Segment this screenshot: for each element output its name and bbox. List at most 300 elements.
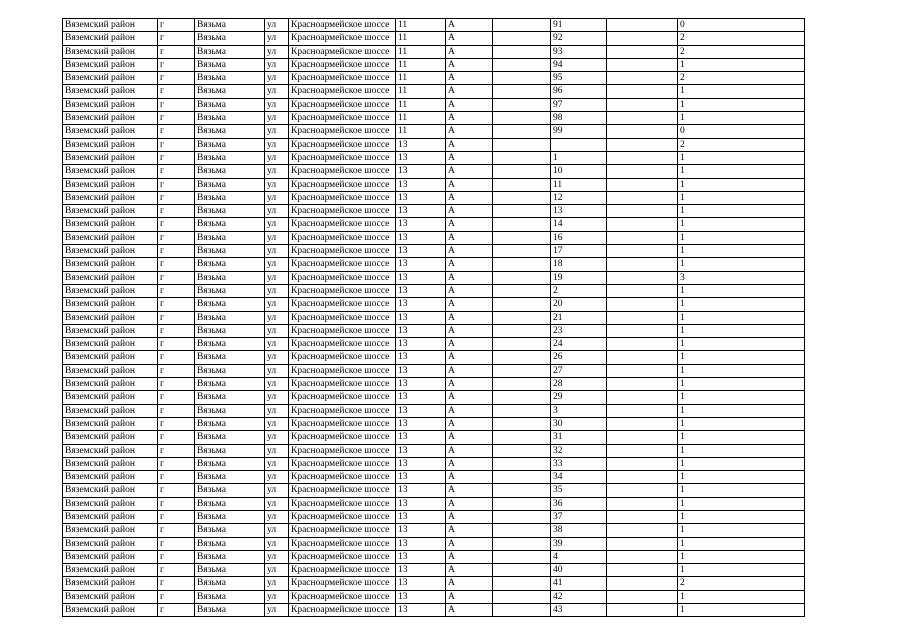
cell-building: А bbox=[446, 550, 493, 563]
table-row bbox=[63, 138, 805, 151]
cell-street: Красноармейское шоссе bbox=[289, 524, 396, 537]
cell-house: 13 bbox=[396, 258, 446, 271]
cell-count: 1 bbox=[678, 364, 805, 377]
cell-street: Красноармейское шоссе bbox=[289, 484, 396, 497]
cell-extra bbox=[493, 378, 551, 391]
cell-house: 13 bbox=[396, 364, 446, 377]
cell-building: А bbox=[446, 590, 493, 603]
cell-blank bbox=[607, 191, 678, 204]
cell-street: Красноармейское шоссе bbox=[289, 284, 396, 297]
cell-extra bbox=[493, 484, 551, 497]
cell-building: А bbox=[446, 165, 493, 178]
cell-building: А bbox=[446, 510, 493, 523]
cell-house: 13 bbox=[396, 191, 446, 204]
cell-house: 13 bbox=[396, 338, 446, 351]
cell-blank bbox=[607, 391, 678, 404]
cell-district: Вяземский район bbox=[63, 58, 158, 71]
cell-street: Красноармейское шоссе bbox=[289, 497, 396, 510]
cell-city: Вязьма bbox=[195, 604, 265, 617]
table-row bbox=[63, 231, 805, 244]
cell-building: А bbox=[446, 564, 493, 577]
cell-count: 1 bbox=[678, 564, 805, 577]
cell-street: Красноармейское шоссе bbox=[289, 550, 396, 563]
cell-apartment: 1 bbox=[551, 151, 607, 164]
cell-blank bbox=[607, 151, 678, 164]
cell-street: Красноармейское шоссе bbox=[289, 85, 396, 98]
table-row bbox=[63, 32, 805, 45]
cell-building: А bbox=[446, 484, 493, 497]
cell-count: 1 bbox=[678, 324, 805, 337]
cell-apartment: 31 bbox=[551, 431, 607, 444]
table-row bbox=[63, 431, 805, 444]
cell-district: Вяземский район bbox=[63, 165, 158, 178]
cell-building: А bbox=[446, 604, 493, 617]
cell-apartment: 94 bbox=[551, 58, 607, 71]
cell-district: Вяземский район bbox=[63, 564, 158, 577]
cell-city: Вязьма bbox=[195, 231, 265, 244]
cell-house: 13 bbox=[396, 537, 446, 550]
cell-settlement-type: г bbox=[158, 311, 195, 324]
cell-building: А bbox=[446, 245, 493, 258]
cell-street-type: ул bbox=[265, 138, 289, 151]
cell-house: 11 bbox=[396, 58, 446, 71]
cell-street: Красноармейское шоссе bbox=[289, 298, 396, 311]
cell-count: 1 bbox=[678, 191, 805, 204]
cell-apartment: 13 bbox=[551, 205, 607, 218]
cell-city: Вязьма bbox=[195, 245, 265, 258]
cell-street: Красноармейское шоссе bbox=[289, 271, 396, 284]
cell-settlement-type: г bbox=[158, 32, 195, 45]
cell-settlement-type: г bbox=[158, 484, 195, 497]
cell-street: Красноармейское шоссе bbox=[289, 564, 396, 577]
cell-extra bbox=[493, 417, 551, 430]
cell-extra bbox=[493, 151, 551, 164]
cell-district: Вяземский район bbox=[63, 125, 158, 138]
cell-street: Красноармейское шоссе bbox=[289, 72, 396, 85]
cell-settlement-type: г bbox=[158, 19, 195, 32]
cell-count: 1 bbox=[678, 604, 805, 617]
cell-city: Вязьма bbox=[195, 378, 265, 391]
cell-city: Вязьма bbox=[195, 191, 265, 204]
cell-street: Красноармейское шоссе bbox=[289, 324, 396, 337]
cell-extra bbox=[493, 338, 551, 351]
cell-street: Красноармейское шоссе bbox=[289, 471, 396, 484]
cell-district: Вяземский район bbox=[63, 258, 158, 271]
cell-count: 3 bbox=[678, 271, 805, 284]
cell-settlement-type: г bbox=[158, 324, 195, 337]
cell-house: 13 bbox=[396, 404, 446, 417]
cell-house: 13 bbox=[396, 550, 446, 563]
cell-house: 11 bbox=[396, 112, 446, 125]
cell-settlement-type: г bbox=[158, 497, 195, 510]
cell-settlement-type: г bbox=[158, 191, 195, 204]
cell-street-type: ул bbox=[265, 590, 289, 603]
cell-street-type: ул bbox=[265, 524, 289, 537]
cell-street-type: ул bbox=[265, 497, 289, 510]
cell-city: Вязьма bbox=[195, 338, 265, 351]
cell-street-type: ул bbox=[265, 125, 289, 138]
cell-city: Вязьма bbox=[195, 218, 265, 231]
cell-settlement-type: г bbox=[158, 138, 195, 151]
cell-district: Вяземский район bbox=[63, 510, 158, 523]
cell-street: Красноармейское шоссе bbox=[289, 58, 396, 71]
cell-building: А bbox=[446, 258, 493, 271]
cell-building: А bbox=[446, 151, 493, 164]
cell-street-type: ул bbox=[265, 404, 289, 417]
cell-city: Вязьма bbox=[195, 417, 265, 430]
cell-apartment: 96 bbox=[551, 85, 607, 98]
table-row bbox=[63, 604, 805, 617]
cell-blank bbox=[607, 457, 678, 470]
cell-street: Красноармейское шоссе bbox=[289, 457, 396, 470]
cell-street-type: ул bbox=[265, 85, 289, 98]
cell-district: Вяземский район bbox=[63, 338, 158, 351]
cell-city: Вязьма bbox=[195, 431, 265, 444]
table-row bbox=[63, 417, 805, 430]
cell-building: А bbox=[446, 311, 493, 324]
cell-extra bbox=[493, 431, 551, 444]
cell-district: Вяземский район bbox=[63, 417, 158, 430]
cell-extra bbox=[493, 258, 551, 271]
cell-street: Красноармейское шоссе bbox=[289, 417, 396, 430]
cell-extra bbox=[493, 205, 551, 218]
table-row bbox=[63, 444, 805, 457]
cell-district: Вяземский район bbox=[63, 32, 158, 45]
cell-blank bbox=[607, 311, 678, 324]
cell-apartment: 29 bbox=[551, 391, 607, 404]
cell-apartment: 24 bbox=[551, 338, 607, 351]
cell-count: 1 bbox=[678, 85, 805, 98]
cell-blank bbox=[607, 338, 678, 351]
cell-district: Вяземский район bbox=[63, 378, 158, 391]
cell-city: Вязьма bbox=[195, 537, 265, 550]
cell-count: 2 bbox=[678, 72, 805, 85]
cell-settlement-type: г bbox=[158, 338, 195, 351]
cell-blank bbox=[607, 112, 678, 125]
cell-house: 11 bbox=[396, 85, 446, 98]
cell-district: Вяземский район bbox=[63, 471, 158, 484]
cell-city: Вязьма bbox=[195, 497, 265, 510]
cell-extra bbox=[493, 510, 551, 523]
cell-settlement-type: г bbox=[158, 404, 195, 417]
cell-settlement-type: г bbox=[158, 351, 195, 364]
table-row bbox=[63, 524, 805, 537]
cell-district: Вяземский район bbox=[63, 85, 158, 98]
cell-settlement-type: г bbox=[158, 205, 195, 218]
cell-extra bbox=[493, 72, 551, 85]
cell-count: 1 bbox=[678, 218, 805, 231]
cell-apartment: 20 bbox=[551, 298, 607, 311]
cell-apartment: 35 bbox=[551, 484, 607, 497]
cell-blank bbox=[607, 231, 678, 244]
cell-street: Красноармейское шоссе bbox=[289, 98, 396, 111]
cell-street: Красноармейское шоссе bbox=[289, 231, 396, 244]
cell-district: Вяземский район bbox=[63, 191, 158, 204]
cell-house: 13 bbox=[396, 417, 446, 430]
cell-settlement-type: г bbox=[158, 45, 195, 58]
cell-district: Вяземский район bbox=[63, 72, 158, 85]
cell-count: 1 bbox=[678, 98, 805, 111]
cell-city: Вязьма bbox=[195, 364, 265, 377]
cell-street: Красноармейское шоссе bbox=[289, 537, 396, 550]
cell-count: 1 bbox=[678, 151, 805, 164]
cell-city: Вязьма bbox=[195, 590, 265, 603]
table-row bbox=[63, 364, 805, 377]
cell-building: А bbox=[446, 324, 493, 337]
cell-count: 1 bbox=[678, 351, 805, 364]
cell-building: А bbox=[446, 218, 493, 231]
cell-settlement-type: г bbox=[158, 444, 195, 457]
cell-extra bbox=[493, 457, 551, 470]
cell-house: 11 bbox=[396, 125, 446, 138]
cell-count: 1 bbox=[678, 550, 805, 563]
cell-building: А bbox=[446, 404, 493, 417]
cell-city: Вязьма bbox=[195, 58, 265, 71]
cell-apartment: 16 bbox=[551, 231, 607, 244]
cell-district: Вяземский район bbox=[63, 45, 158, 58]
cell-street: Красноармейское шоссе bbox=[289, 510, 396, 523]
cell-count: 2 bbox=[678, 32, 805, 45]
cell-street: Красноармейское шоссе bbox=[289, 125, 396, 138]
cell-street-type: ул bbox=[265, 550, 289, 563]
cell-building: А bbox=[446, 205, 493, 218]
cell-settlement-type: г bbox=[158, 98, 195, 111]
cell-house: 13 bbox=[396, 138, 446, 151]
cell-count: 1 bbox=[678, 497, 805, 510]
cell-extra bbox=[493, 271, 551, 284]
cell-settlement-type: г bbox=[158, 471, 195, 484]
cell-street: Красноармейское шоссе bbox=[289, 364, 396, 377]
cell-apartment: 18 bbox=[551, 258, 607, 271]
cell-street-type: ул bbox=[265, 457, 289, 470]
cell-street-type: ул bbox=[265, 151, 289, 164]
table-row bbox=[63, 497, 805, 510]
cell-building: А bbox=[446, 444, 493, 457]
cell-street-type: ул bbox=[265, 271, 289, 284]
cell-blank bbox=[607, 564, 678, 577]
cell-count: 1 bbox=[678, 391, 805, 404]
cell-count: 1 bbox=[678, 471, 805, 484]
cell-district: Вяземский район bbox=[63, 205, 158, 218]
cell-district: Вяземский район bbox=[63, 524, 158, 537]
cell-extra bbox=[493, 351, 551, 364]
cell-extra bbox=[493, 218, 551, 231]
cell-blank bbox=[607, 417, 678, 430]
cell-building: А bbox=[446, 98, 493, 111]
cell-settlement-type: г bbox=[158, 245, 195, 258]
cell-city: Вязьма bbox=[195, 457, 265, 470]
cell-city: Вязьма bbox=[195, 151, 265, 164]
cell-city: Вязьма bbox=[195, 98, 265, 111]
cell-blank bbox=[607, 205, 678, 218]
cell-blank bbox=[607, 364, 678, 377]
cell-settlement-type: г bbox=[158, 72, 195, 85]
cell-blank bbox=[607, 590, 678, 603]
cell-settlement-type: г bbox=[158, 112, 195, 125]
cell-street-type: ул bbox=[265, 112, 289, 125]
cell-house: 13 bbox=[396, 457, 446, 470]
cell-street: Красноармейское шоссе bbox=[289, 431, 396, 444]
table-row bbox=[63, 457, 805, 470]
cell-apartment: 37 bbox=[551, 510, 607, 523]
cell-settlement-type: г bbox=[158, 125, 195, 138]
cell-count: 0 bbox=[678, 125, 805, 138]
cell-count: 1 bbox=[678, 404, 805, 417]
cell-city: Вязьма bbox=[195, 324, 265, 337]
cell-building: А bbox=[446, 378, 493, 391]
cell-building: А bbox=[446, 32, 493, 45]
cell-street-type: ул bbox=[265, 58, 289, 71]
cell-building: А bbox=[446, 19, 493, 32]
cell-city: Вязьма bbox=[195, 577, 265, 590]
cell-street: Красноармейское шоссе bbox=[289, 165, 396, 178]
cell-city: Вязьма bbox=[195, 205, 265, 218]
table-row bbox=[63, 510, 805, 523]
cell-extra bbox=[493, 497, 551, 510]
cell-extra bbox=[493, 245, 551, 258]
cell-house: 13 bbox=[396, 431, 446, 444]
cell-street: Красноармейское шоссе bbox=[289, 151, 396, 164]
cell-blank bbox=[607, 19, 678, 32]
cell-settlement-type: г bbox=[158, 457, 195, 470]
cell-street: Красноармейское шоссе bbox=[289, 404, 396, 417]
cell-apartment: 36 bbox=[551, 497, 607, 510]
cell-street: Красноармейское шоссе bbox=[289, 112, 396, 125]
cell-building: А bbox=[446, 284, 493, 297]
cell-extra bbox=[493, 45, 551, 58]
cell-extra bbox=[493, 85, 551, 98]
cell-city: Вязьма bbox=[195, 165, 265, 178]
cell-settlement-type: г bbox=[158, 165, 195, 178]
cell-building: А bbox=[446, 577, 493, 590]
cell-street-type: ул bbox=[265, 378, 289, 391]
cell-street-type: ул bbox=[265, 298, 289, 311]
cell-street-type: ул bbox=[265, 205, 289, 218]
cell-city: Вязьма bbox=[195, 351, 265, 364]
cell-settlement-type: г bbox=[158, 258, 195, 271]
cell-building: А bbox=[446, 271, 493, 284]
cell-settlement-type: г bbox=[158, 58, 195, 71]
cell-apartment: 97 bbox=[551, 98, 607, 111]
cell-settlement-type: г bbox=[158, 590, 195, 603]
cell-apartment: 26 bbox=[551, 351, 607, 364]
cell-apartment: 39 bbox=[551, 537, 607, 550]
table-row bbox=[63, 484, 805, 497]
cell-extra bbox=[493, 324, 551, 337]
cell-blank bbox=[607, 537, 678, 550]
cell-extra bbox=[493, 112, 551, 125]
cell-house: 11 bbox=[396, 32, 446, 45]
table-row bbox=[63, 338, 805, 351]
table-row bbox=[63, 151, 805, 164]
cell-house: 11 bbox=[396, 19, 446, 32]
data-table bbox=[62, 18, 805, 617]
cell-street-type: ул bbox=[265, 218, 289, 231]
cell-settlement-type: г bbox=[158, 218, 195, 231]
cell-house: 11 bbox=[396, 45, 446, 58]
cell-district: Вяземский район bbox=[63, 404, 158, 417]
cell-blank bbox=[607, 45, 678, 58]
cell-district: Вяземский район bbox=[63, 484, 158, 497]
table-body bbox=[63, 19, 805, 617]
cell-apartment: 11 bbox=[551, 178, 607, 191]
cell-apartment: 23 bbox=[551, 324, 607, 337]
cell-district: Вяземский район bbox=[63, 431, 158, 444]
table-row bbox=[63, 324, 805, 337]
cell-building: А bbox=[446, 125, 493, 138]
cell-street-type: ул bbox=[265, 32, 289, 45]
cell-building: А bbox=[446, 417, 493, 430]
cell-apartment: 91 bbox=[551, 19, 607, 32]
cell-street: Красноармейское шоссе bbox=[289, 258, 396, 271]
table-row bbox=[63, 178, 805, 191]
cell-apartment: 2 bbox=[551, 284, 607, 297]
cell-city: Вязьма bbox=[195, 125, 265, 138]
cell-house: 13 bbox=[396, 311, 446, 324]
cell-street: Красноармейское шоссе bbox=[289, 351, 396, 364]
cell-extra bbox=[493, 524, 551, 537]
cell-city: Вязьма bbox=[195, 484, 265, 497]
cell-apartment: 10 bbox=[551, 165, 607, 178]
cell-building: А bbox=[446, 391, 493, 404]
cell-street-type: ул bbox=[265, 165, 289, 178]
cell-city: Вязьма bbox=[195, 404, 265, 417]
cell-blank bbox=[607, 404, 678, 417]
cell-extra bbox=[493, 19, 551, 32]
cell-building: А bbox=[446, 58, 493, 71]
cell-count: 1 bbox=[678, 258, 805, 271]
cell-apartment: 40 bbox=[551, 564, 607, 577]
cell-count: 1 bbox=[678, 298, 805, 311]
cell-settlement-type: г bbox=[158, 604, 195, 617]
cell-district: Вяземский район bbox=[63, 138, 158, 151]
cell-district: Вяземский район bbox=[63, 271, 158, 284]
cell-count: 1 bbox=[678, 112, 805, 125]
cell-settlement-type: г bbox=[158, 271, 195, 284]
cell-street-type: ул bbox=[265, 444, 289, 457]
table-row bbox=[63, 218, 805, 231]
cell-apartment: 4 bbox=[551, 550, 607, 563]
cell-street-type: ул bbox=[265, 178, 289, 191]
cell-blank bbox=[607, 258, 678, 271]
cell-settlement-type: г bbox=[158, 510, 195, 523]
cell-apartment: 17 bbox=[551, 245, 607, 258]
cell-settlement-type: г bbox=[158, 524, 195, 537]
cell-district: Вяземский район bbox=[63, 218, 158, 231]
cell-count: 2 bbox=[678, 577, 805, 590]
cell-building: А bbox=[446, 112, 493, 125]
cell-city: Вязьма bbox=[195, 112, 265, 125]
cell-street-type: ул bbox=[265, 338, 289, 351]
cell-house: 13 bbox=[396, 298, 446, 311]
cell-apartment: 98 bbox=[551, 112, 607, 125]
cell-district: Вяземский район bbox=[63, 364, 158, 377]
cell-street-type: ул bbox=[265, 510, 289, 523]
cell-district: Вяземский район bbox=[63, 151, 158, 164]
cell-street-type: ул bbox=[265, 98, 289, 111]
cell-blank bbox=[607, 58, 678, 71]
cell-apartment: 27 bbox=[551, 364, 607, 377]
cell-house: 13 bbox=[396, 471, 446, 484]
table-row bbox=[63, 391, 805, 404]
cell-district: Вяземский район bbox=[63, 98, 158, 111]
cell-house: 13 bbox=[396, 577, 446, 590]
cell-building: А bbox=[446, 191, 493, 204]
cell-extra bbox=[493, 58, 551, 71]
cell-settlement-type: г bbox=[158, 391, 195, 404]
cell-district: Вяземский район bbox=[63, 457, 158, 470]
cell-street: Красноармейское шоссе bbox=[289, 577, 396, 590]
